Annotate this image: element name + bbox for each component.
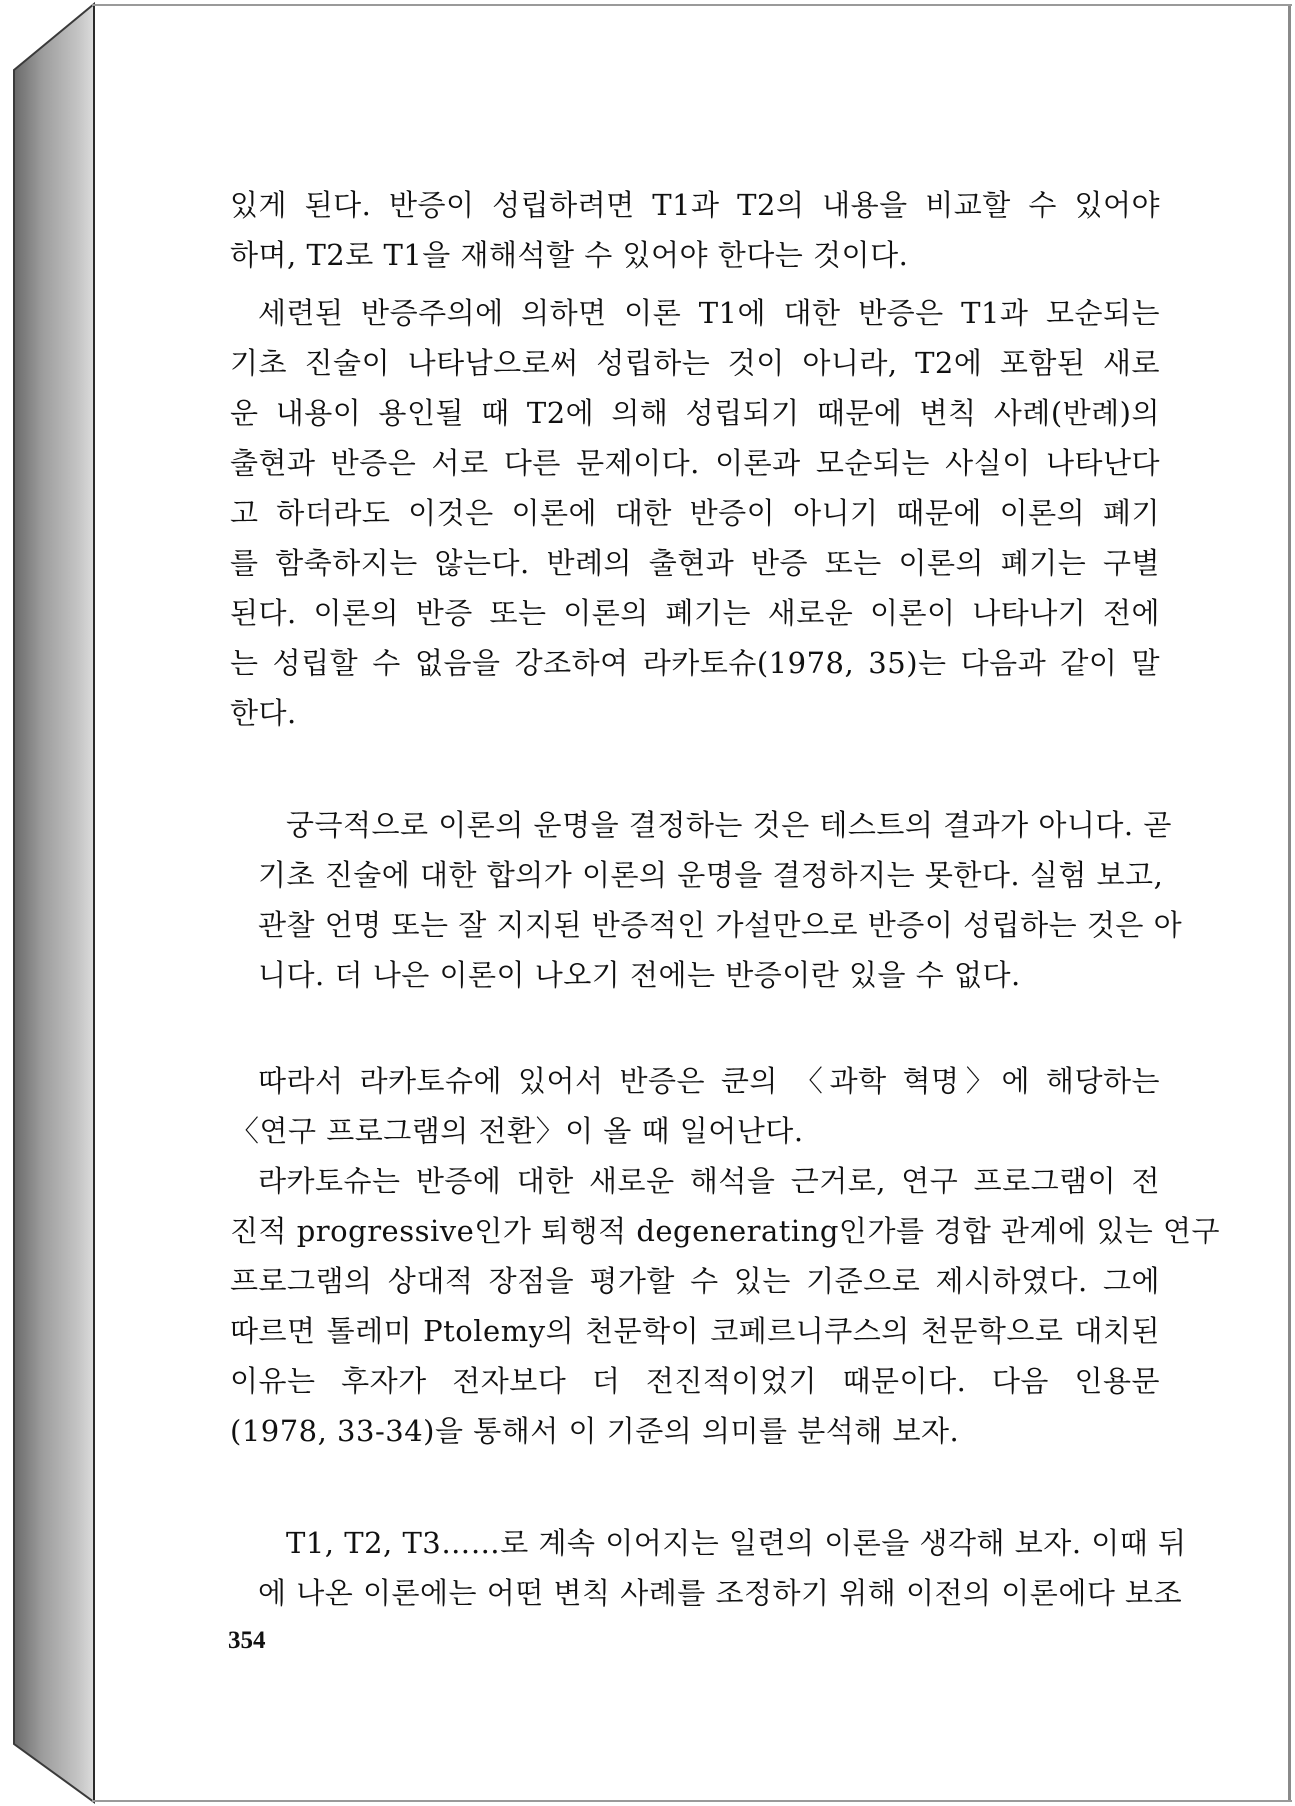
- page-body: [230, 180, 1220, 1618]
- paragraph-3: [230, 1056, 1160, 1156]
- page-top-edge: [92, 4, 1292, 6]
- text-line: 한다.: [230, 696, 297, 730]
- text-line: (1978, 33-34)을 통해서 이 기준의 의미를 분석해 보자.: [230, 1414, 960, 1448]
- text-line: 세련된 반증주의에 의하면 이론 T1에 대한 반증은 T1과 모순되는: [258, 296, 1160, 330]
- text-line: 는 성립할 수 없음을 강조하여 라카토슈(1978, 35)는 다음과 같이 말: [230, 646, 1160, 680]
- text-line: 고 하더라도 이것은 이론에 대한 반증이 아니기 때문에 이론의 폐기: [230, 496, 1160, 530]
- book-spine-side: [4, 0, 96, 1806]
- text-line: 출현과 반증은 서로 다른 문제이다. 이론과 모순되는 사실이 나타난다: [230, 446, 1160, 480]
- text-line: 라카토슈는 반증에 대한 새로운 해석을 근거로, 연구 프로그램이 전: [258, 1164, 1160, 1198]
- paragraph-1: [230, 180, 1160, 280]
- text-line: 이유는 후자가 전자보다 더 전진적이었기 때문이다. 다음 인용문: [230, 1364, 1160, 1398]
- quote-line: 관찰 언명 또는 잘 지지된 반증적인 가설만으로 반증이 성립하는 것은 아: [258, 908, 1183, 942]
- text-line: 따르면 톨레미 Ptolemy의 천문학이 코페르니쿠스의 천문학으로 대치된: [230, 1314, 1160, 1348]
- text-line: 운 내용이 용인될 때 T2에 의해 성립되기 때문에 변칙 사례(반례)의: [230, 396, 1160, 430]
- paragraph-2: [230, 288, 1160, 738]
- page-number: 354: [228, 1627, 266, 1654]
- quote-line: 궁극적으로 이론의 운명을 결정하는 것은 테스트의 결과가 아니다. 곧: [286, 808, 1172, 842]
- text-line: 따라서 라카토슈에 있어서 반증은 쿤의 〈과학 혁명〉에 해당하는: [258, 1064, 1160, 1098]
- quote-line: T1, T2, T3……로 계속 이어지는 일련의 이론을 생각해 보자. 이때 뒤: [286, 1526, 1187, 1560]
- text-line: 프로그램의 상대적 장점을 평가할 수 있는 기준으로 제시하였다. 그에: [230, 1264, 1160, 1298]
- text-line: 된다. 이론의 반증 또는 이론의 폐기는 새로운 이론이 나타나기 전에: [230, 596, 1160, 630]
- text-line: 〈연구 프로그램의 전환〉이 올 때 일어난다.: [230, 1114, 804, 1148]
- block-quote-2: [230, 1518, 1187, 1618]
- text-line: 있게 된다. 반증이 성립하려면 T1과 T2의 내용을 비교할 수 있어야: [230, 188, 1160, 222]
- paragraph-4: [230, 1156, 1220, 1456]
- page-bottom-edge: [92, 1800, 1292, 1802]
- text-line: 하며, T2로 T1을 재해석할 수 있어야 한다는 것이다.: [230, 238, 909, 272]
- quote-line: 니다. 더 나은 이론이 나오기 전에는 반증이란 있을 수 없다.: [258, 958, 1021, 992]
- text-line: 진적 progressive인가 퇴행적 degenerating인가를 경합 관계에 있는 연구: [230, 1214, 1220, 1248]
- text-line: 를 함축하지는 않는다. 반례의 출현과 반증 또는 이론의 폐기는 구별: [230, 546, 1160, 580]
- quote-line: 에 나온 이론에는 어떤 변칙 사례를 조정하기 위해 이전의 이론에다 보조: [258, 1576, 1183, 1610]
- quote-line: 기초 진술에 대한 합의가 이론의 운명을 결정하지는 못한다. 실험 보고,: [258, 858, 1164, 892]
- text-line: 기초 진술이 나타남으로써 성립하는 것이 아니라, T2에 포함된 새로: [230, 346, 1160, 380]
- page-right-edge: [1288, 6, 1291, 1800]
- block-quote-1: [230, 800, 1183, 1000]
